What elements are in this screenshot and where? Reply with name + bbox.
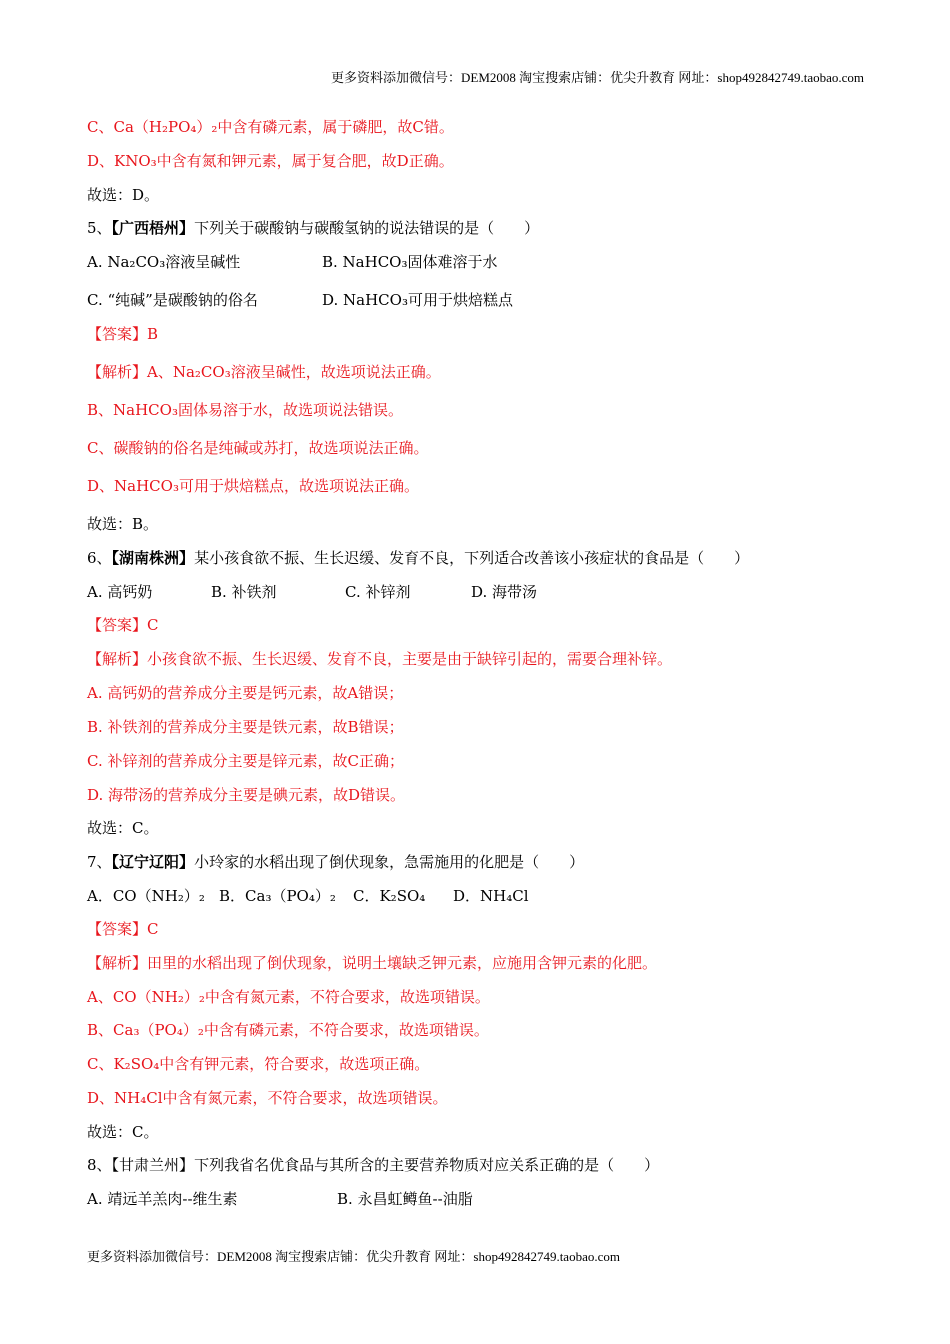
- q6-options: [87, 582, 537, 602]
- prev-analysis-c: C、Ca（H₂PO₄）₂中含有磷元素，属于磷肥，故C错。: [87, 118, 454, 136]
- q6-analysis-intro: [87, 649, 672, 669]
- q7-answer: 【答案】C: [87, 920, 159, 938]
- q7-option-d: D．NH₄Cl: [453, 887, 529, 905]
- q6-analysis-line: 小孩食欲不振、生长迟缓、发育不良，主要是由于缺锌引起的，需要合理补锌。: [147, 650, 673, 668]
- q6-choice: 故选：C。: [87, 819, 159, 837]
- prev-analysis-d: D、KNO₃中含有氮和钾元素，属于复合肥，故D正确。: [87, 152, 454, 170]
- page-footer: 更多资料添加微信号：DEM2008 淘宝搜索店铺：优尖升教育 网址：shop492842749.taobao.com: [87, 1249, 620, 1264]
- q6-option-b: B. 补铁剂: [211, 583, 277, 601]
- q7-analysis-c: C、K₂SO₄中含有钾元素，符合要求，故选项正确。: [87, 1055, 430, 1073]
- q8-region: 【甘肃兰州】: [111, 1156, 195, 1174]
- q6-analysis-d: D. 海带汤的营养成分主要是碘元素，故D错误。: [87, 786, 406, 804]
- q7-option-c: C．K₂SO₄: [353, 887, 426, 905]
- q6-analysis-a: A. 高钙奶的营养成分主要是钙元素，故A错误；: [87, 684, 404, 702]
- q6-option-d: D. 海带汤: [471, 583, 538, 601]
- q5-number: 5、: [87, 219, 112, 237]
- q6-analysis-b: B. 补铁剂的营养成分主要是铁元素，故B错误；: [87, 718, 404, 736]
- q5-region: 【广西梧州】: [111, 219, 195, 237]
- q5-options-row2: [87, 290, 513, 310]
- q6-option-c: C. 补锌剂: [345, 583, 411, 601]
- q5-analysis-b: B、NaHCO₃固体易溶于水，故选项说法错误。: [87, 401, 403, 419]
- q5-option-a: A. Na₂CO₃溶液呈碱性: [87, 253, 241, 271]
- q7-analysis-b: B、Ca₃（PO₄）₂中含有磷元素，不符合要求，故选项错误。: [87, 1021, 489, 1039]
- q7-text: 小玲家的水稻出现了倒伏现象，急需施用的化肥是（ ）: [194, 853, 585, 871]
- q7-analysis-head: 【解析】: [87, 954, 148, 972]
- q8-text: 下列我省名优食品与其所含的主要营养物质对应关系正确的是（ ）: [194, 1156, 660, 1174]
- q6-text: 某小孩食欲不振、生长迟缓、发育不良，下列适合改善该小孩症状的食品是（ ）: [194, 549, 750, 567]
- q5-text: 下列关于碳酸钠与碳酸氢钠的说法错误的是（ ）: [194, 219, 540, 237]
- q7-analysis-d: D、NH₄Cl中含有氮元素，不符合要求，故选项错误。: [87, 1089, 448, 1107]
- q5-option-d: D. NaHCO₃可用于烘焙糕点: [322, 291, 513, 309]
- q5-choice: 故选：B。: [87, 515, 159, 533]
- q5-option-b: B. NaHCO₃固体难溶于水: [322, 253, 498, 271]
- q7-option-b: B．Ca₃（PO₄）₂: [219, 887, 336, 905]
- q8-stem: [87, 1155, 659, 1175]
- q7-stem: [87, 852, 584, 872]
- q7-option-a: A．CO（NH₂）₂: [87, 887, 205, 905]
- q8-option-a: A. 靖远羊羔肉--维生素: [87, 1190, 238, 1208]
- q7-analysis-line: 田里的水稻出现了倒伏现象，说明土壤缺乏钾元素，应施用含钾元素的化肥。: [147, 954, 658, 972]
- q6-region: 【湖南株洲】: [111, 549, 195, 567]
- q7-number: 7、: [87, 853, 112, 871]
- q5-stem: [87, 218, 539, 238]
- q5-answer: 【答案】B: [87, 325, 159, 343]
- prev-choice: 故选：D。: [87, 186, 160, 204]
- q8-number: 8、: [87, 1156, 112, 1174]
- q7-region: 【辽宁辽阳】: [111, 853, 195, 871]
- q5-analysis-a: [87, 362, 441, 382]
- q5-option-c: C. “纯碱”是碳酸钠的俗名: [87, 291, 258, 309]
- q6-option-a: A. 高钙奶: [87, 583, 153, 601]
- q7-analysis-a: A、CO（NH₂）₂中含有氮元素，不符合要求，故选项错误。: [87, 988, 490, 1006]
- q8-options: [87, 1189, 473, 1209]
- q6-analysis-c: C. 补锌剂的营养成分主要是锌元素，故C正确；: [87, 752, 404, 770]
- q5-analysis-c: C、碳酸钠的俗名是纯碱或苏打，故选项说法正确。: [87, 439, 429, 457]
- q7-analysis-intro: [87, 953, 657, 973]
- q7-choice: 故选：C。: [87, 1123, 159, 1141]
- page-header: 更多资料添加微信号：DEM2008 淘宝搜索店铺：优尖升教育 网址：shop492842749.taobao.com: [331, 70, 864, 85]
- q7-options: [87, 886, 529, 906]
- q6-analysis-head: 【解析】: [87, 650, 148, 668]
- q5-options-row1: [87, 252, 498, 272]
- q6-number: 6、: [87, 549, 112, 567]
- q5-analysis-head: 【解析】: [87, 363, 148, 381]
- q5-analysis-d: D、NaHCO₃可用于烘焙糕点，故选项说法正确。: [87, 477, 419, 495]
- q6-answer: 【答案】C: [87, 616, 159, 634]
- q8-option-b: B. 永昌虹鳟鱼--油脂: [337, 1190, 473, 1208]
- q6-stem: [87, 548, 749, 568]
- q5-analysis-line: A、Na₂CO₃溶液呈碱性，故选项说法正确。: [147, 363, 441, 381]
